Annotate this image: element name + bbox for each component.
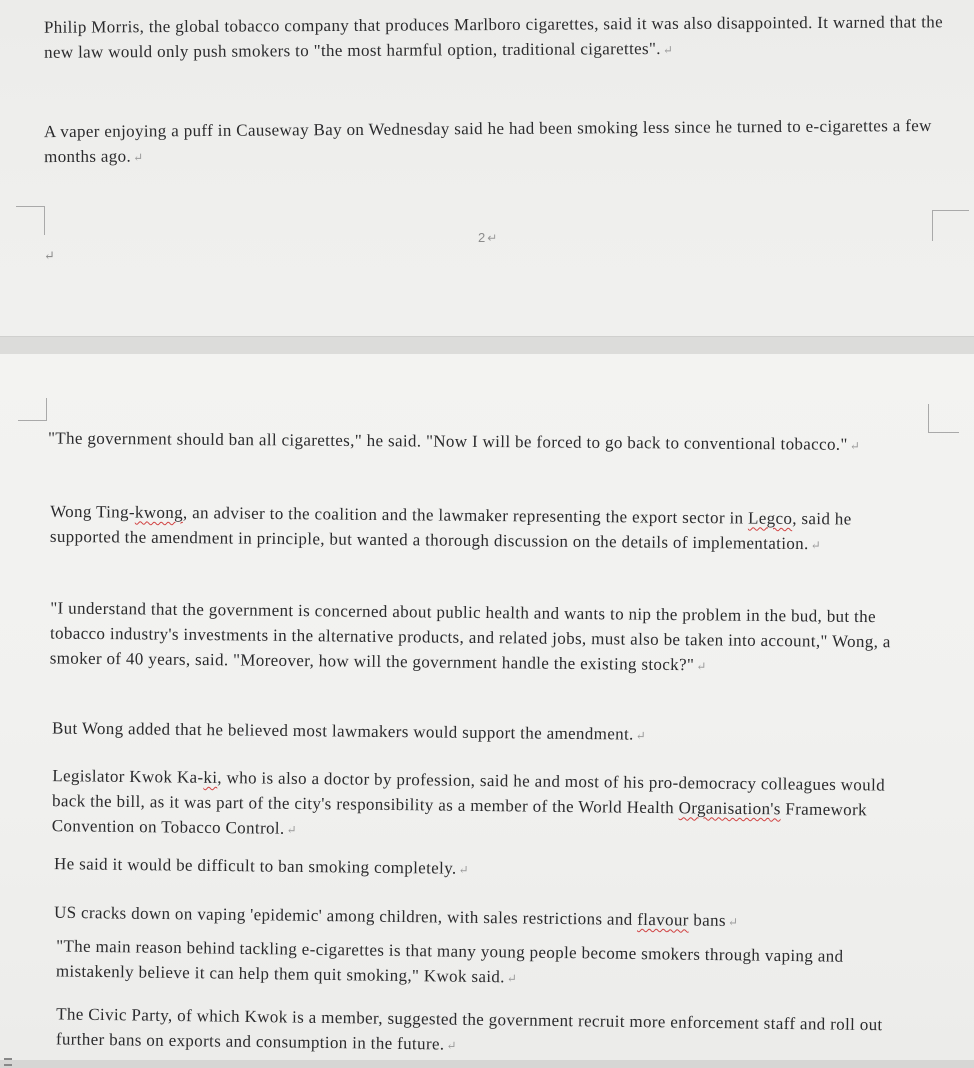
paragraph-mark-icon: ↵ <box>849 438 861 453</box>
paragraph-mark-icon: ↵ <box>446 1038 457 1053</box>
paragraph-mark-icon: ↵ <box>458 862 469 877</box>
paragraph-text: "The main reason behind tackling e-cigarettes is that many young people become smokers through vaping and mistakenly believe it can help them quit smoking," Kwok said. <box>55 936 844 987</box>
paragraph-mark-icon: ↵ <box>506 971 518 986</box>
text-run: , said he supported the amendment in principle, but wanted a thorough discussion on the details of implementation. <box>49 508 852 554</box>
paragraph-mark-icon: ↵ <box>635 728 647 743</box>
spellcheck-flagged-word[interactable]: ki <box>203 767 218 787</box>
paragraph-mark-icon: ↵ <box>727 914 739 930</box>
text-run: , an adviser to the coalition and the lawmaker representing the export sector in <box>182 503 749 528</box>
paragraph-mark-icon: ↵ <box>662 42 674 57</box>
paragraph-mark-icon: ↵ <box>810 538 822 553</box>
paragraph-mark-icon: ↵ <box>286 822 298 837</box>
spellcheck-flagged-word[interactable]: Legco <box>747 508 793 528</box>
page-number: 2 ↵ <box>478 230 498 245</box>
text-run: US cracks down on vaping 'epidemic' among children, with sales restrictions and <box>53 902 638 929</box>
spellcheck-flagged-word[interactable]: Organisation's <box>678 798 781 819</box>
paragraph-main-reason <box>56 933 909 996</box>
paragraph-wong-ting-kwong <box>50 499 922 559</box>
paragraph-civic-party <box>56 1001 909 1064</box>
paragraph-text: The Civic Party, of which Kwok is a member, suggested the government recruit more enforcement staff and roll out further bans on exports and consumption in the future. <box>55 1004 883 1054</box>
spellcheck-flagged-word[interactable]: flavour <box>637 909 689 930</box>
margin-corner-bottom-right <box>932 210 969 241</box>
margin-corner-top-left <box>18 398 47 421</box>
paragraph-kwok-ka-ki <box>52 763 915 850</box>
text-run: Wong Ting- <box>50 501 136 522</box>
document-page-1 <box>0 0 974 336</box>
status-bar <box>0 1060 974 1068</box>
text-run: bans <box>688 910 727 930</box>
paragraph-vaper <box>44 113 944 171</box>
paragraph-text: He said it would be difficult to ban smoking completely. <box>53 854 457 878</box>
paragraph-mark-icon: ↵ <box>487 231 498 245</box>
text-run: Legislator Kwok Ka- <box>52 766 204 787</box>
text-run: Framework Convention on Tobacco Control. <box>51 799 867 838</box>
page-separator <box>0 336 974 355</box>
paragraph-text: Philip Morris, the global tobacco company that produces Marlboro cigarettes, said it was also disappointed. It warned that the new law would only push smokers to "the most harmful option, traditional cigarettes". <box>43 12 944 62</box>
paragraph-philip-morris <box>44 9 944 66</box>
paragraph-text: "I understand that the government is concerned about public health and wants to nip the problem in the bud, but the tobacco industry's investments in the alternative products, and related jobs, must also be taken into account," Wong, a smoker of 40 years, said. "Moreover, how will the government handle the existing stock?" <box>49 598 891 675</box>
paragraph-text: But Wong added that he believed most lawmakers would support the amendment. <box>51 718 634 744</box>
paragraph-mark-icon: ↵ <box>44 248 55 263</box>
margin-corner-top-right <box>928 404 959 433</box>
paragraph-text: A vaper enjoying a puff in Causeway Bay on Wednesday said he had been smoking less since he turned to e-cigarettes a few months ago. <box>43 115 932 167</box>
paragraph-text: "The government should ban all cigarettes," he said. "Now I will be forced to go back to conventional tobacco." <box>47 428 848 454</box>
paragraph-understand <box>50 595 917 681</box>
margin-corner-bottom-left <box>16 206 45 235</box>
spellcheck-flagged-word[interactable]: kwong <box>134 502 184 523</box>
menu-icon[interactable] <box>4 1058 12 1066</box>
paragraph-mark-icon: ↵ <box>133 150 144 165</box>
paragraph-mark-icon: ↵ <box>696 659 707 674</box>
text-run: , who is also a doctor by profession, said he and most of his pro-democracy colleagues would back the bill, as it was part of the city's responsibility as a member of the World Health <box>51 767 886 818</box>
